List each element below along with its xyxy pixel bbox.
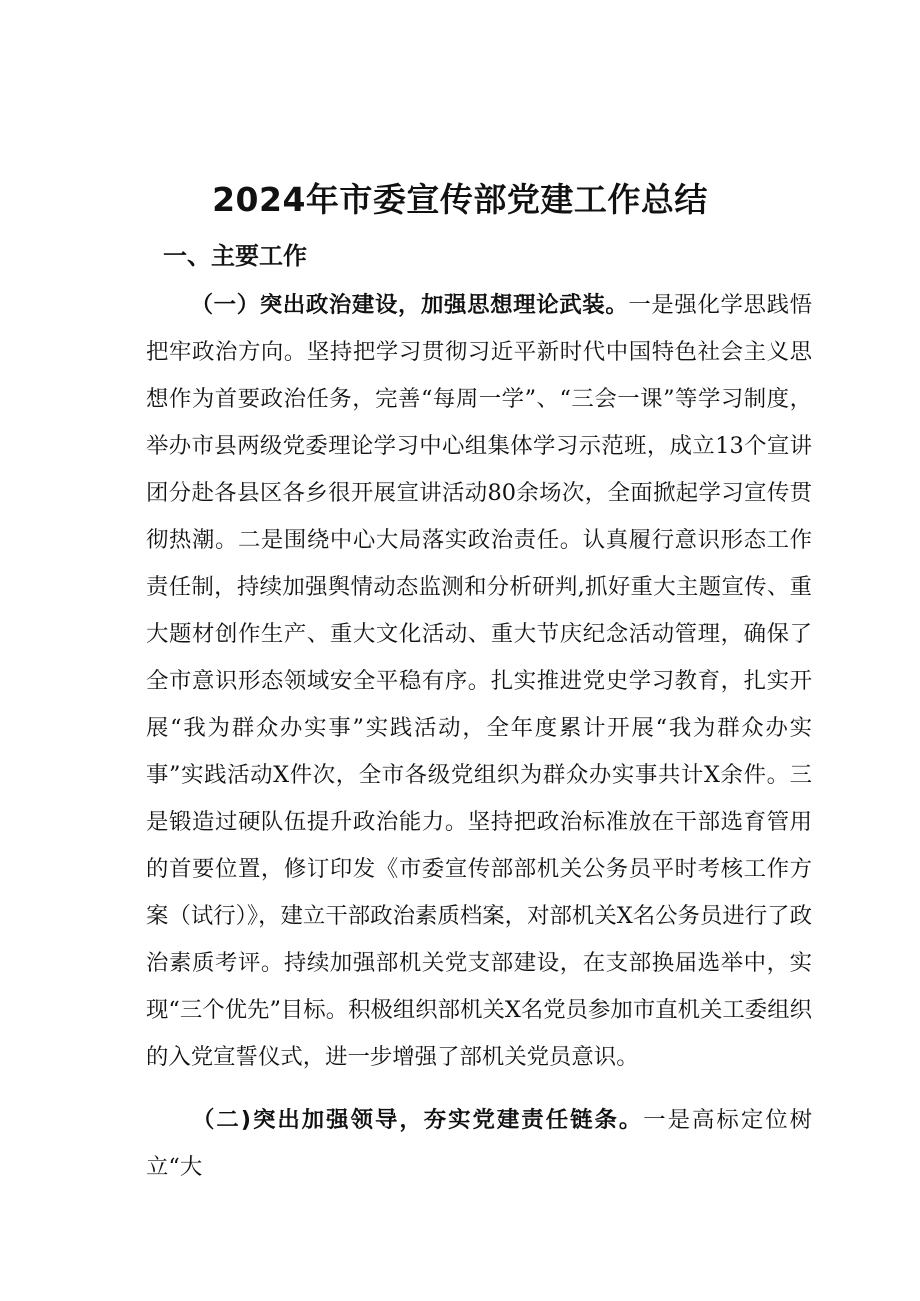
paragraph-2-lead: （二)突出加强领导，夯实党建责任链条。	[190, 1107, 644, 1133]
paragraph-1-lead: （一）突出政治建设，加强思想理论武装。	[190, 292, 629, 318]
paragraph-1	[146, 282, 812, 1081]
document-title: 2024年市委宣传部党建工作总结	[212, 180, 708, 219]
section-heading: 一、主要工作	[163, 242, 307, 270]
paragraph-1-body: 一是强化学思践悟把牢政治方向。坚持把学习贯彻习近平新时代中国特色社会主义思想作为首要政治任务，完善“每周一学”、“三会一课”等学习制度，举办市县两级党委理论学习中心组集体学习示范班，成立13个宣讲团分赴各县区各乡很开展宣讲活动80余场次，全面掀起学习宣传贯彻热潮。二是围绕中心大局落实政治责任。认真履行意识形态工作责任制，持续加强舆情动态监测和分析研判,抓好重大主题宣传、重大题材创作生产、重大文化活动、重大节庆纪念活动管理，确保了全市意识形态领域安全平稳有序。扎实推进党史学习教育，扎实开展“我为群众办实事”实践活动，全年度累计开展“我为群众办实事”实践活动X件次，全市各级党组织为群众办实事共计X余件。三是锻造过硬队伍提升政治能力。坚持把政治标准放在干部选育管用的首要位置，修订印发《市委宣传部部机关公务员平时考核工作方案（试行）》，建立干部政治素质档案，对部机关X名公务员进行了政治素质考评。持续加强部机关党支部建设，在支部换届选举中，实现“三个优先”目标。积极组织部机关X名党员参加市直机关工委组织的入党宣誓仪式，进一步增强了部机关党员意识。	[146, 292, 813, 1070]
paragraph-2-body: 一是高标定位树立“大	[146, 1107, 812, 1180]
paragraph-2	[146, 1097, 812, 1191]
